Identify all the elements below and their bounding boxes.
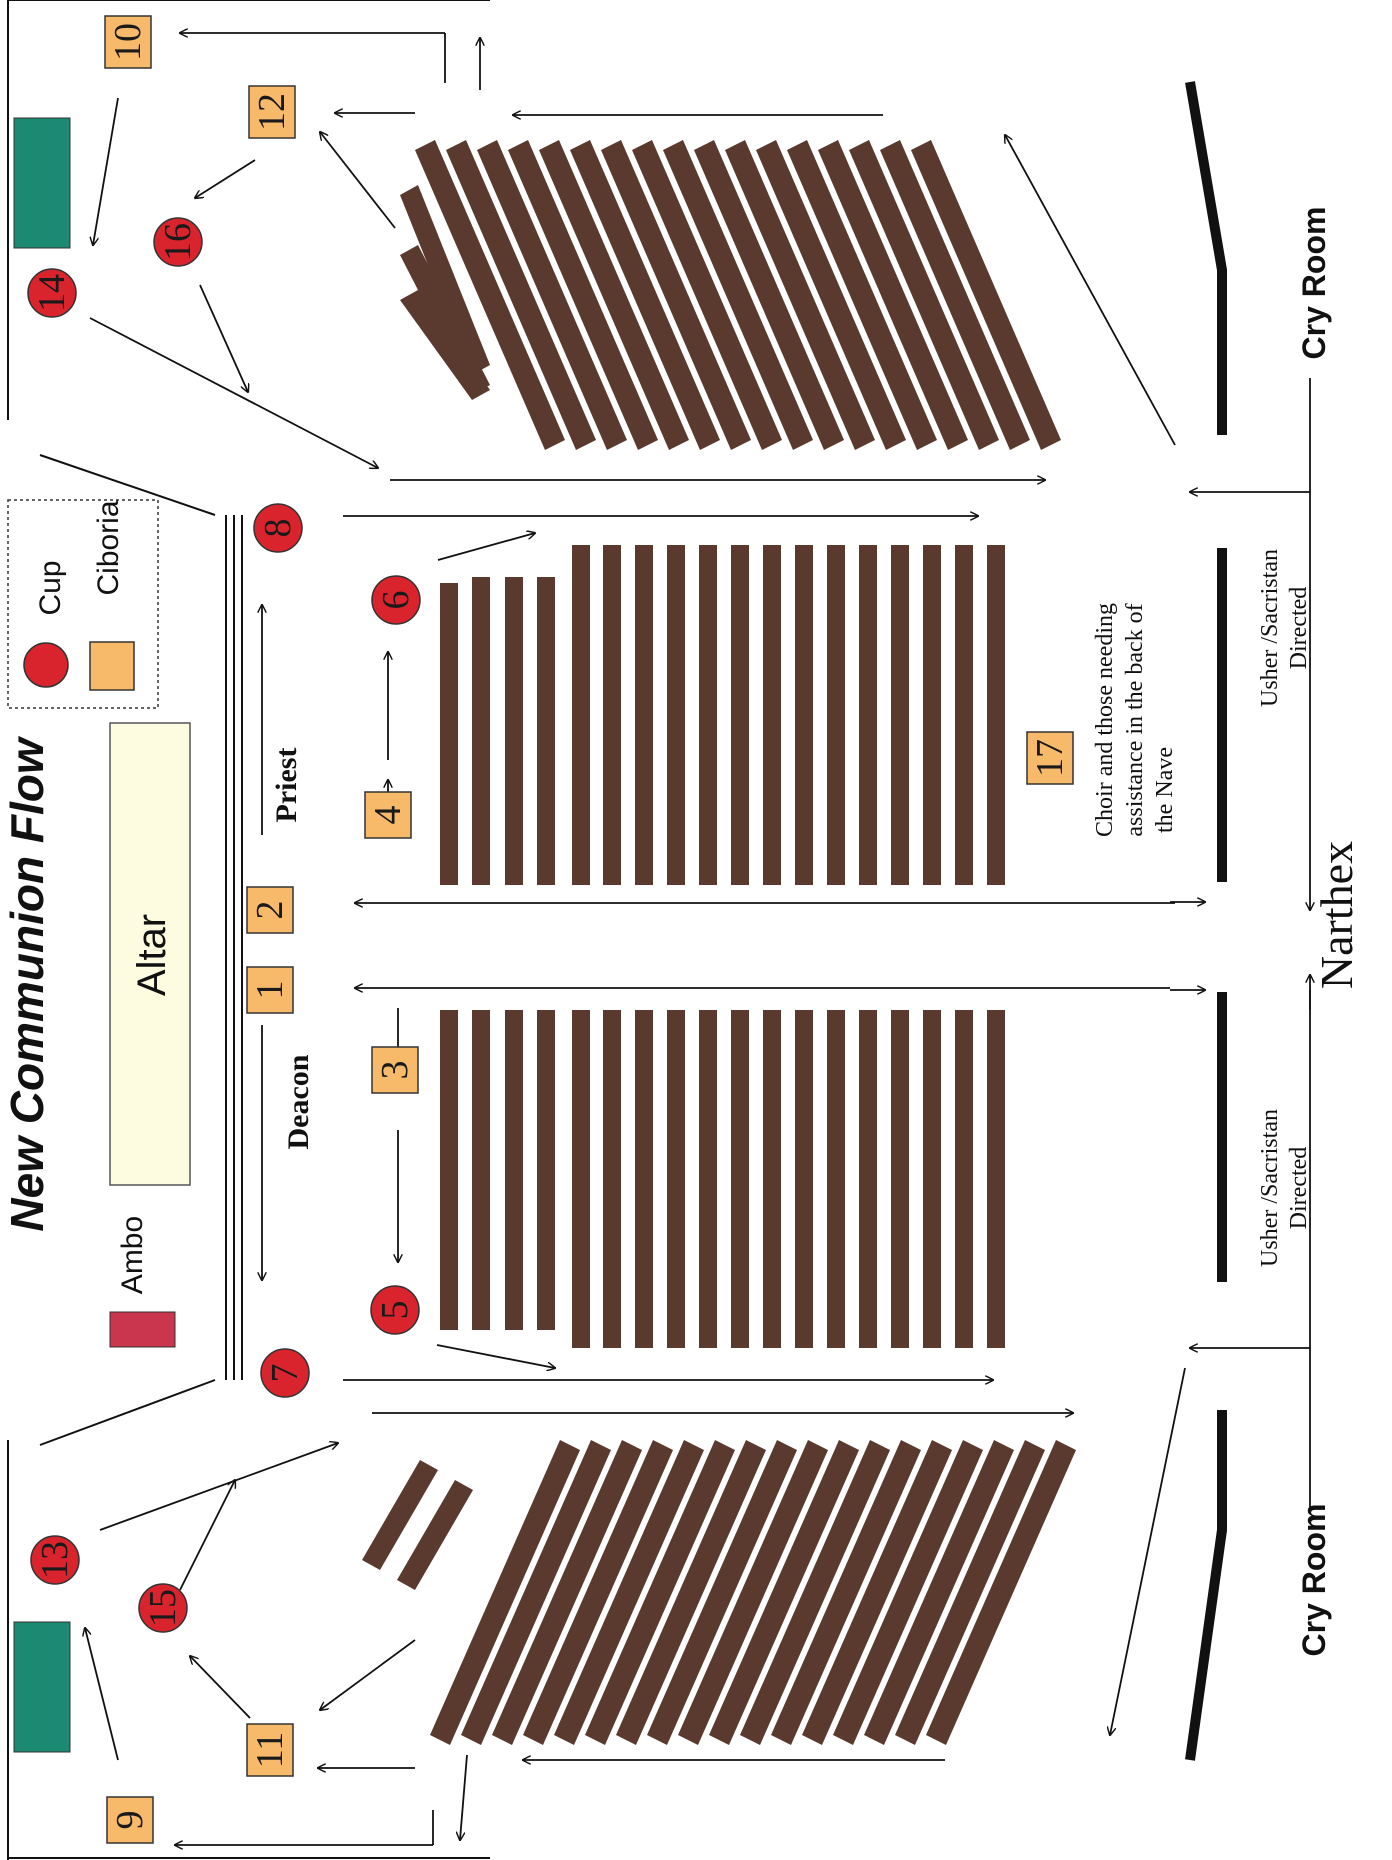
pew (572, 545, 590, 885)
station-number: 15 (142, 1589, 184, 1627)
pew (955, 545, 973, 885)
pew (955, 1010, 973, 1348)
pew (440, 583, 458, 885)
pew (667, 545, 685, 885)
station-number: 1 (249, 980, 291, 1000)
priest-label: Priest (270, 747, 303, 823)
pew (603, 545, 621, 885)
flow-arrow (85, 1628, 118, 1760)
back-walls (1190, 82, 1222, 1760)
station-9 (107, 1797, 153, 1843)
ambo-label: Ambo (116, 1215, 149, 1295)
station-17 (1027, 732, 1073, 784)
pew (537, 1010, 555, 1330)
station-15 (139, 1584, 187, 1632)
pew (537, 577, 555, 885)
flow-arrow (438, 533, 535, 560)
diagram-title: New Communion Flow (1, 738, 53, 1232)
station-4 (365, 792, 411, 838)
station-number: 13 (34, 1541, 76, 1579)
pew (472, 577, 490, 885)
pew (635, 545, 653, 885)
station-11 (247, 1724, 293, 1776)
pews-group (362, 140, 1076, 1745)
station-number: 5 (374, 1300, 416, 1320)
legend-cup-icon (24, 643, 68, 687)
station-number: 2 (249, 900, 291, 920)
side-table-top (14, 118, 70, 248)
directed-bottom-label: Directed (1286, 1146, 1312, 1230)
pew (699, 545, 717, 885)
pew (859, 1010, 877, 1348)
usher-top-label: Usher /Sacristan (1257, 549, 1283, 707)
cry-room-top-label: Cry Room (1296, 206, 1332, 360)
station-number: 12 (251, 93, 293, 131)
station-10 (105, 16, 151, 68)
pew (699, 1010, 717, 1348)
station-12 (249, 86, 295, 138)
legend-cup-label: Cup (34, 560, 67, 616)
pew (731, 545, 749, 885)
station-number: 7 (264, 1363, 306, 1383)
pew (731, 1010, 749, 1348)
pew (891, 1010, 909, 1348)
station-number: 9 (109, 1810, 151, 1830)
usher-bottom-label: Usher /Sacristan (1257, 1109, 1283, 1267)
pew (891, 545, 909, 885)
pew (795, 545, 813, 885)
pew (923, 1010, 941, 1348)
ambo (110, 1312, 175, 1347)
pew (795, 1010, 813, 1348)
station-5 (371, 1286, 419, 1334)
legend-ciboria-icon (90, 642, 134, 690)
pew (827, 1010, 845, 1348)
pew (987, 545, 1005, 885)
flow-arrow (180, 1480, 235, 1590)
flow-arrow (90, 318, 378, 468)
station-number: 14 (31, 274, 73, 312)
flow-arrow (100, 1443, 338, 1530)
choir-label-line2: assistance in the back of (1122, 603, 1148, 837)
station-16 (154, 218, 202, 266)
legend (8, 500, 158, 708)
legend-ciboria-label: Ciboria (92, 500, 125, 596)
narthex-label: Narthex (1311, 840, 1362, 990)
station-3 (372, 1047, 418, 1093)
station-number: 10 (107, 23, 149, 61)
station-2 (247, 887, 293, 933)
flow-arrow (1110, 1368, 1185, 1735)
flow-arrow (93, 98, 118, 245)
pew (603, 1010, 621, 1348)
station-6 (372, 576, 420, 624)
pew (667, 1010, 685, 1348)
deacon-label: Deacon (282, 1054, 315, 1150)
flow-arrow (190, 1656, 250, 1718)
station-number: 8 (257, 518, 299, 538)
altar-label: Altar (130, 913, 174, 997)
station-number: 17 (1029, 739, 1071, 777)
directed-top-label: Directed (1286, 586, 1312, 670)
station-13 (31, 1536, 79, 1584)
choir-label-line1: Choir and those needing (1092, 603, 1118, 837)
pew (440, 1010, 458, 1330)
flow-arrow (200, 285, 248, 392)
pew (763, 545, 781, 885)
station-14 (28, 269, 76, 317)
pew (635, 1010, 653, 1348)
flow-arrow (320, 132, 395, 228)
cry-room-bottom-label: Cry Room (1296, 1503, 1332, 1657)
pew (572, 1010, 590, 1348)
flow-arrow (195, 160, 255, 198)
flow-arrow (437, 1345, 555, 1368)
station-8 (254, 504, 302, 552)
pew (505, 577, 523, 885)
choir-label-line3: the Nave (1152, 747, 1178, 833)
station-1 (247, 967, 293, 1013)
side-table-bottom (14, 1622, 70, 1752)
station-7 (261, 1349, 309, 1397)
pew (827, 545, 845, 885)
pew (472, 1010, 490, 1330)
station-number: 3 (374, 1060, 416, 1080)
station-number: 16 (157, 223, 199, 261)
flow-arrow (460, 1755, 467, 1840)
pew (763, 1010, 781, 1348)
station-number: 4 (367, 805, 409, 825)
flow-arrow (320, 1640, 415, 1710)
pew (505, 1010, 523, 1330)
pew (923, 545, 941, 885)
pew (987, 1010, 1005, 1348)
pew (859, 545, 877, 885)
station-number: 6 (375, 590, 417, 610)
station-number: 11 (249, 1731, 291, 1769)
